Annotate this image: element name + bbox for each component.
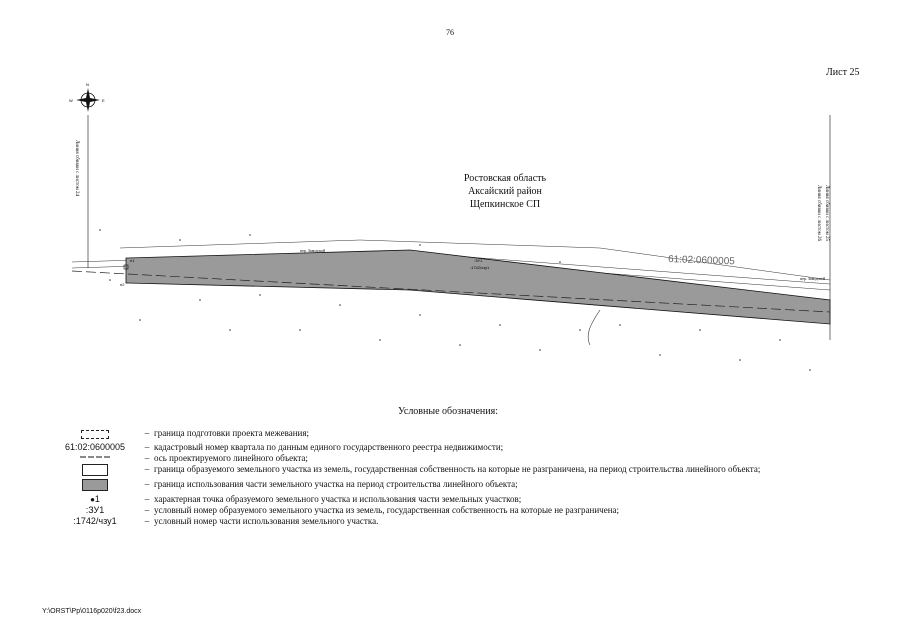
legend-text: условный номер части использования земельного участка. — [154, 516, 379, 526]
legend-row — [50, 428, 810, 442]
legend-dash: – — [144, 494, 150, 504]
legend-symbol — [50, 494, 140, 505]
right-match-line-label: Линия сбивки с листом 26 — [816, 185, 821, 241]
point-label-1: н1 — [130, 258, 135, 263]
legend-text: граница подготовки проекта межевания; — [154, 428, 310, 438]
legend-row — [50, 505, 810, 516]
compass-east-label: E — [102, 98, 105, 103]
legend-text: граница образуемого земельного участка из земель, государственная собственность на которые не разграничена, на период строительства линейного объекта; — [154, 464, 761, 474]
legend-dash: – — [144, 453, 150, 463]
legend-text: граница использования части земельного участка на период строительства линейного объекта; — [154, 479, 518, 489]
compass-north-label: N — [86, 82, 89, 87]
region-line-1: Ростовская область — [463, 173, 547, 184]
point-number: 1 — [94, 494, 100, 504]
road-label-1: пер. Заводской — [300, 248, 326, 253]
parcel-boundary-icon — [82, 464, 108, 476]
page-number: 76 — [446, 28, 454, 37]
legend-text: кадастровый номер квартала по данным единого государственного реестра недвижимости; — [154, 442, 504, 452]
legend-row — [50, 494, 810, 505]
legend-dash: – — [144, 479, 150, 489]
legend — [50, 428, 810, 527]
dashed-boundary-icon — [81, 430, 109, 439]
left-match-line-label: Линия сбивки с листом 24 — [74, 140, 79, 196]
legend-row — [50, 516, 810, 527]
road-label-2: пер. Заводской — [800, 276, 826, 281]
axis-line-icon — [80, 453, 110, 461]
stream-line — [588, 310, 600, 345]
quarter-number-label: 61:02:0600005 — [667, 254, 735, 268]
legend-dash: – — [144, 505, 150, 515]
compass-west-label: W — [69, 98, 73, 103]
legend-symbol — [50, 464, 140, 479]
legend-text: ось проектируемого линейного объекта; — [154, 453, 308, 463]
legend-row — [50, 453, 810, 464]
legend-symbol — [50, 453, 140, 464]
legend-dash: – — [144, 428, 150, 438]
legend-text: условный номер образуемого земельного участка из земель, государственная собственность на которые не разграничена; — [154, 505, 620, 515]
legend-row — [50, 479, 810, 494]
legend-symbol — [50, 428, 140, 442]
map-region-label — [440, 172, 570, 211]
part-label: :ЗУ1 — [474, 258, 483, 263]
region-line-3: Щепкинское СП — [469, 199, 541, 210]
legend-text: характерная точка образуемого земельного участка и использования части земельных участков; — [154, 494, 522, 504]
legend-dash: – — [144, 442, 150, 452]
legend-symbol: 61:02:0600005 — [64, 442, 126, 452]
legend-row — [50, 464, 810, 479]
legend-dash: – — [144, 464, 150, 474]
part-label-2: :1742/чзу1 — [470, 265, 490, 270]
point-icon: ● — [90, 495, 95, 504]
legend-symbol — [50, 479, 140, 494]
legend-symbol: :ЗУ1 — [85, 505, 105, 515]
legend-row — [50, 442, 810, 453]
point-label-2: н2 — [120, 282, 125, 287]
right-match-line-label-2: Линия сбивки с листом 25 — [824, 185, 829, 241]
compass-rose-icon — [69, 82, 105, 112]
sheet-label: Лист 25 — [826, 67, 860, 78]
legend-title: Условные обозначения: — [398, 406, 499, 417]
footer-file-path: Y:\ORST\Pp\0116p020\f23.docx — [42, 608, 142, 615]
legend-symbol: :1742/чзу1 — [73, 516, 117, 526]
legend-dash: – — [144, 516, 150, 526]
gray-area-icon — [82, 479, 108, 491]
region-line-2: Аксайский район — [468, 186, 542, 197]
